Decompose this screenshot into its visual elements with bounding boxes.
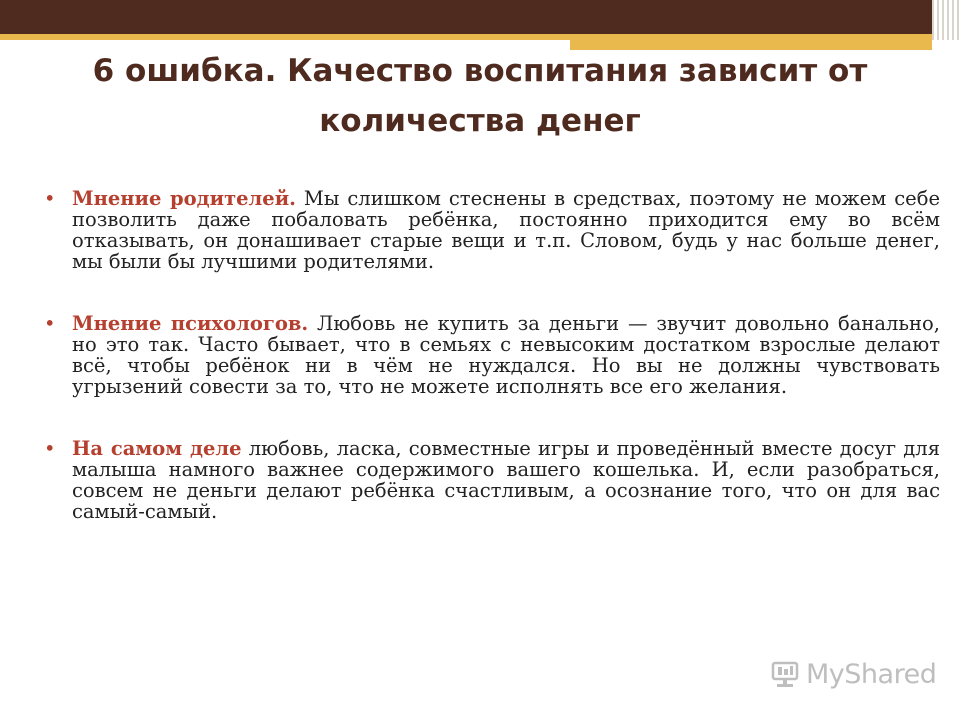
item-lead: Мнение психологов. bbox=[72, 312, 309, 335]
bullet-icon: • bbox=[44, 187, 56, 210]
item-lead: На самом деле bbox=[72, 437, 242, 460]
watermark-text: MyShared bbox=[806, 658, 937, 690]
item-text: Любовь не купить за деньги — звучит довольно банально, но это так. Часто бывает, что в семьях с невысоким достатком взрослые делают всё, чтобы ребёнок ни в чём не нуждался. Но вы не должны чувствовать угрызений совести за то, что не можете исполнять все его желания. bbox=[72, 312, 940, 398]
slide-content bbox=[44, 188, 940, 563]
list-item bbox=[44, 313, 940, 397]
list-item bbox=[44, 188, 940, 272]
watermark bbox=[770, 656, 936, 692]
header-bar bbox=[0, 0, 960, 34]
corner-stripes bbox=[932, 0, 960, 40]
item-text: Мы слишком стеснены в средствах, поэтому не можем себе позволить даже побаловать ребёнка, постоянно приходится ему во всём отказывать, он донашивает старые вещи и т.п. Словом, будь у нас больше денег, мы были бы лучшими родителями. bbox=[72, 187, 940, 273]
myshared-logo-icon bbox=[770, 659, 800, 689]
item-lead: Мнение родителей. bbox=[72, 187, 296, 210]
item-text: любовь, ласка, совместные игры и проведённый вместе досуг для малыша намного важнее содержимого вашего кошелька. И, если разобраться, совсем не деньги делают ребёнка счастливым, а осознание того, что он для вас самый-самый. bbox=[72, 437, 940, 523]
slide-title: 6 ошибка. Качество воспитания зависит от количества денег bbox=[92, 53, 868, 139]
bullet-icon: • bbox=[44, 437, 56, 460]
list-item bbox=[44, 438, 940, 522]
bullet-icon: • bbox=[44, 312, 56, 335]
